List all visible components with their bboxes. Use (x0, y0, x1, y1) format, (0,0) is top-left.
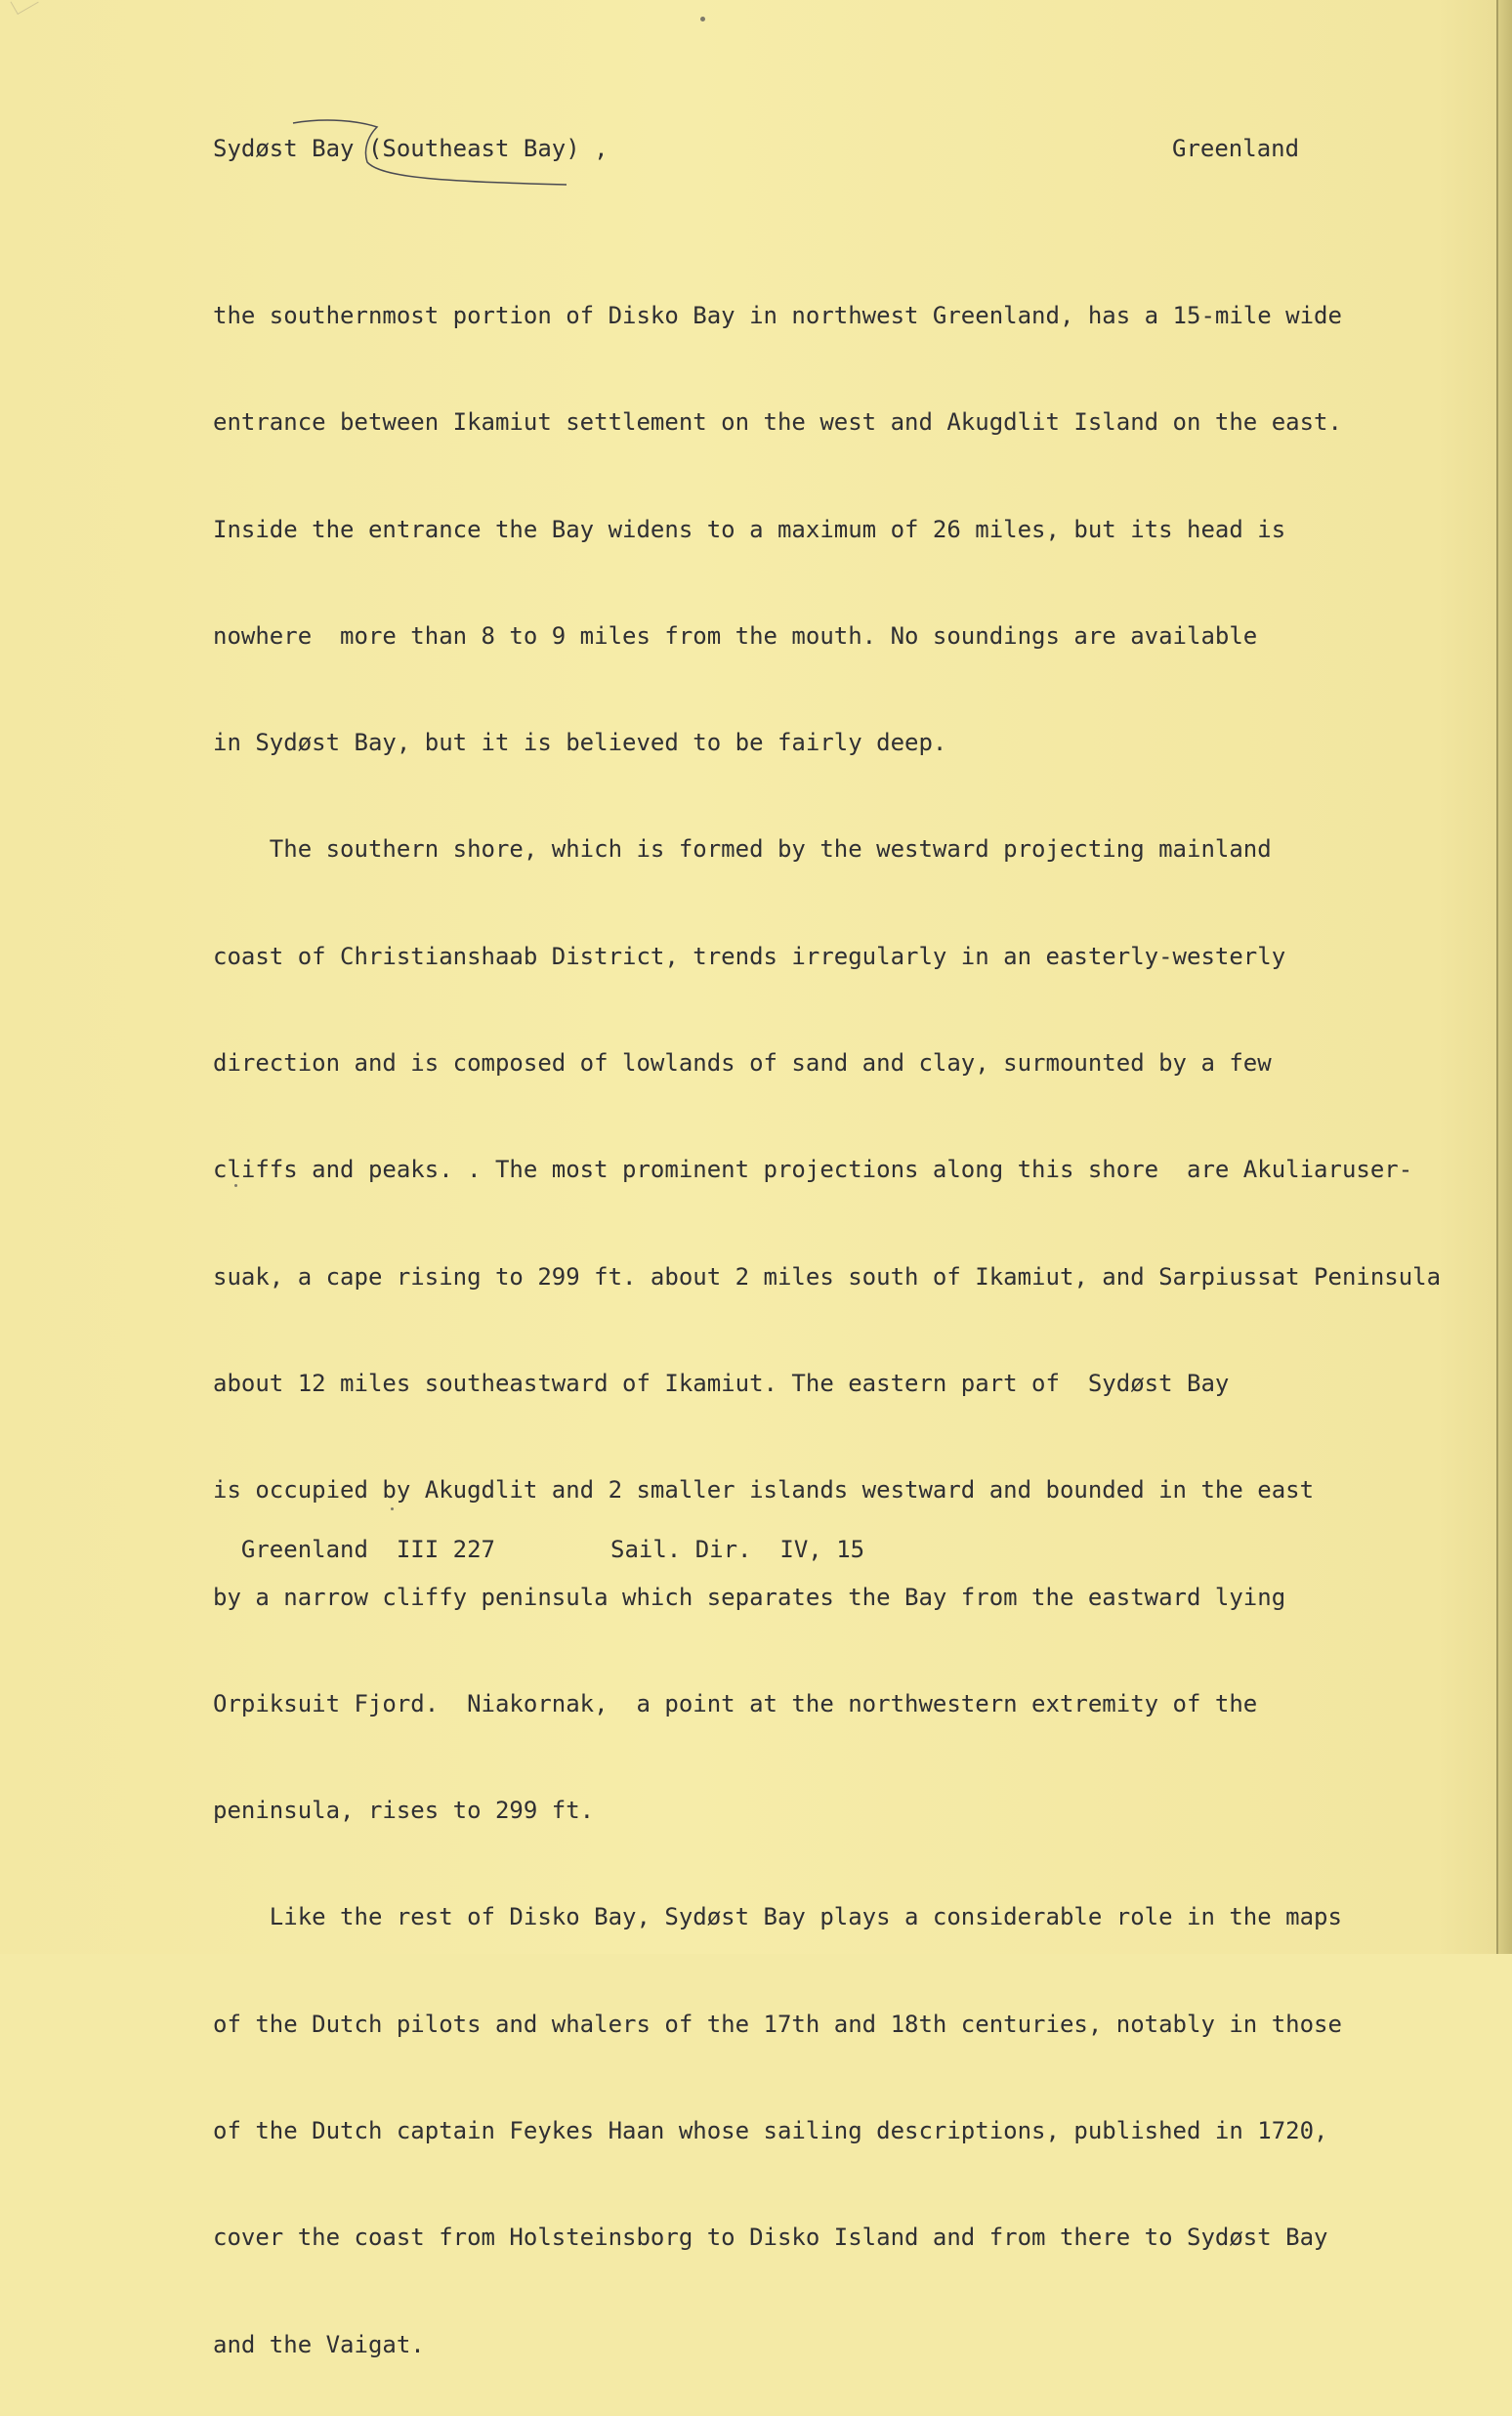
body-line: coast of Christianshaab District, trends irregularly in an easterly-westerly (213, 942, 1286, 970)
body-line: of the Dutch captain Feykes Haan whose sailing descriptions, published in 1720, (213, 2117, 1328, 2145)
body-line: and the Vaigat. (213, 2330, 425, 2358)
body-line: suak, a cape rising to 299 ft. about 2 miles south of Ikamiut, and Sarpiussat Peninsula (213, 1262, 1442, 1291)
footer-reference-left: Greenland III 227 (240, 1536, 495, 1563)
body-line: in Sydøst Bay, but it is believed to be fairly deep. (213, 729, 947, 757)
document-body (213, 257, 1442, 2416)
body-line: Orpiksuit Fjord. Niakornak, a point at the northwestern extremity of the (213, 1689, 1258, 1717)
body-line: cover the coast from Holsteinsborg to Disko Island and from there to Sydøst Bay (213, 2224, 1328, 2252)
document-region: Greenland (1172, 135, 1300, 162)
body-line: nowhere more than 8 to 9 miles from the mouth. No soundings are available (213, 621, 1258, 650)
body-line: cliffs and peaks. . The most prominent projections along this shore are Akuliaruser- (213, 1156, 1413, 1184)
body-line: The southern shore, which is formed by the westward projecting mainland (213, 835, 1272, 864)
body-line: Like the rest of Disko Bay, Sydøst Bay plays a considerable role in the maps (213, 1903, 1342, 1931)
body-line: Inside the entrance the Bay widens to a maximum of 26 miles, but its head is (213, 515, 1286, 543)
body-line: direction and is composed of lowlands of sand and clay, surmounted by a few (213, 1049, 1272, 1078)
body-line: about 12 miles southeastward of Ikamiut. The eastern part of Sydøst Bay (213, 1369, 1230, 1397)
footer-reference-right: Sail. Dir. IV, 15 (610, 1536, 865, 1563)
body-line: peninsula, rises to 299 ft. (213, 1797, 595, 1825)
body-line: by a narrow cliffy peninsula which separates the Bay from the eastward lying (213, 1583, 1286, 1611)
document-footer (213, 1514, 980, 1561)
body-line: the southernmost portion of Disko Bay in northwest Greenland, has a 15-mile wide (213, 302, 1342, 329)
paper-speck (700, 17, 705, 21)
body-line: of the Dutch pilots and whalers of the 17th and 18th centuries, notably in those (213, 2010, 1342, 2038)
document-title: Sydøst Bay (Southeast Bay) , (213, 135, 609, 162)
page-edge (1498, 0, 1512, 1954)
body-line: entrance between Ikamiut settlement on the west and Akugdlit Island on the east. (213, 408, 1342, 437)
body-line: is occupied by Akugdlit and 2 smaller islands westward and bounded in the east (213, 1476, 1315, 1505)
